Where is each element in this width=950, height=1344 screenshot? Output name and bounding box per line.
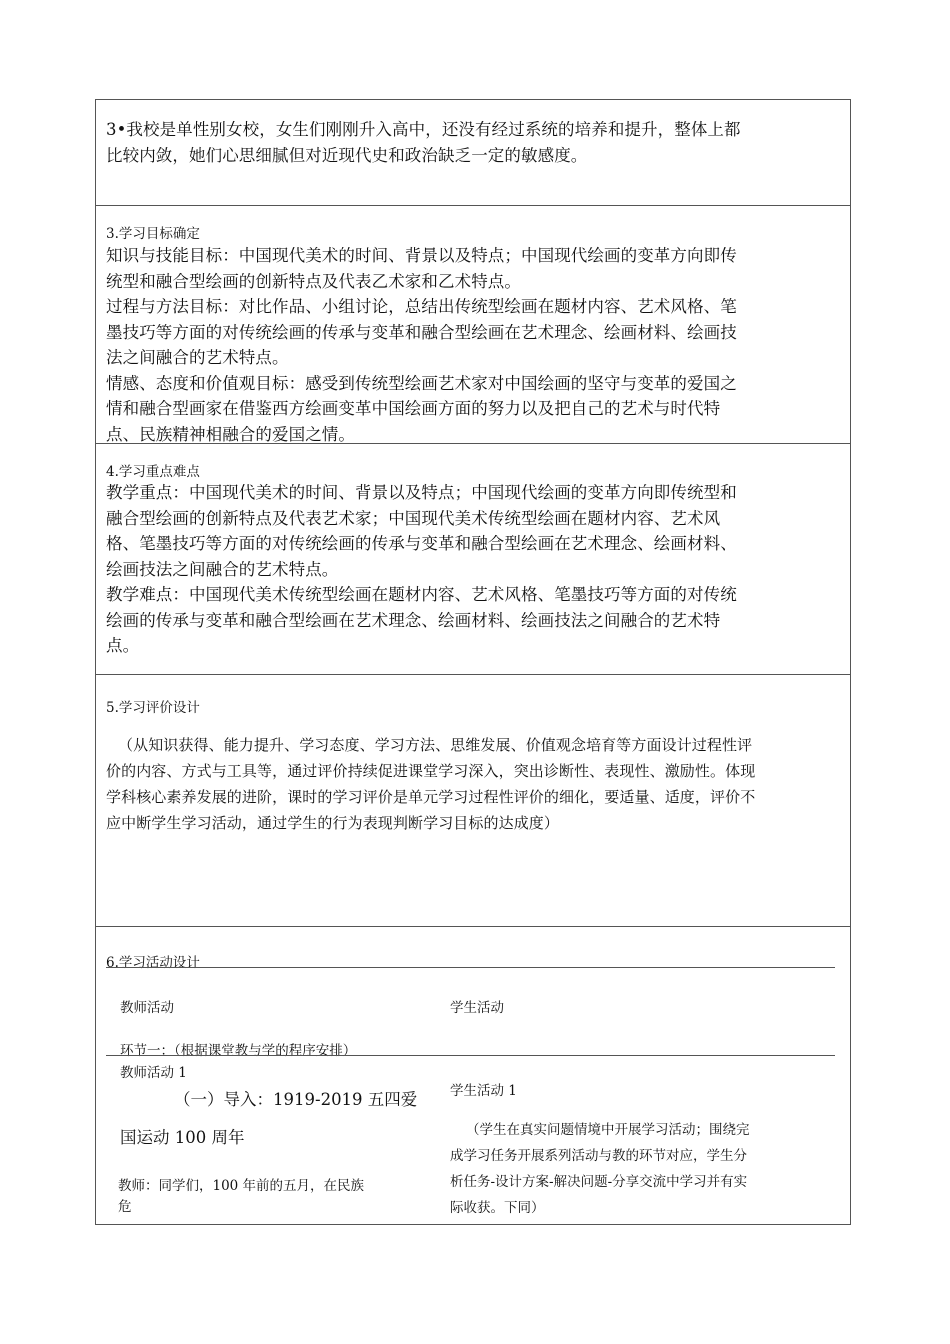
student-activity-line3: 析任务-设计方案-解决问题-分享交流中学习并有实 [450,1174,748,1190]
text-line: 比较内敛，她们心思细腻但对近现代史和政治缺乏一定的敏感度。 [106,145,588,165]
stage-label: 环节一：（根据课堂教与学的程序安排） [120,1043,357,1059]
student-activity-label: 学生活动 1 [450,1083,517,1099]
text-line: 应中断学生学习活动，通过学生的行为表现判断学习目标的达成度） [106,814,560,832]
activities-heading-underline [106,967,835,968]
text-line: 3•我校是单性别女校，女生们刚刚升入高中，还没有经过系统的培养和提升，整体上都 [106,120,741,139]
text-line: 过程与方法目标：对比作品、小组讨论，总结出传统型绘画在题材内容、艺术风格、笔 [106,297,737,316]
text-line: 法之间融合的艺术特点。 [106,348,289,367]
section-heading-activities: 6.学习活动设计 [106,955,200,971]
text-line: 情和融合型画家在借鉴西方绘画变革中国绘画方面的努力以及把自己的艺术与时代特 [106,399,721,418]
text-line: 点、民族精神相融合的爱国之情。 [106,424,355,444]
student-activity-line1: （学生在真实问题情境中开展学习活动；围绕完 [466,1122,750,1138]
stage-underline [106,1055,835,1056]
text-line: 教学重点：中国现代美术的时间、背景以及特点；中国现代绘画的变革方向即传统型和 [106,483,737,502]
learning-goals-paragraph [106,243,846,447]
text-line: 知识与技能目标：中国现代美术的时间、背景以及特点；中国现代绘画的变革方向即传 [106,246,737,265]
student-activity-line2: 成学习任务开展系列活动与教的环节对应，学生分 [450,1148,747,1164]
row-divider [96,674,850,675]
section-heading-key-points: 4.学习重点难点 [106,464,200,480]
evaluation-paragraph [106,732,846,836]
teacher-activity-body-line2: 危 [118,1199,132,1215]
text-line: 教学难点：中国现代美术传统型绘画在题材内容、艺术风格、笔墨技巧等方面的对传统 [106,585,737,604]
column-header-student: 学生活动 [450,1000,504,1016]
row-divider [96,205,850,206]
row-divider [96,443,850,444]
teacher-activity-title-line2: 国运动 100 周年 [120,1128,245,1147]
text-line: 学科核心素养发展的进阶，课时的学习评价是单元学习过程性评价的细化，要适量、适度，评价不 [106,788,756,806]
teacher-activity-body-line1: 教师：同学们，100 年前的五月，在民族 [118,1178,365,1194]
text-line: 价的内容、方式与工具等，通过评价持续促进课堂学习深入，突出诊断性、表现性、激励性。体现 [106,762,756,780]
teacher-activity-label: 教师活动 1 [120,1065,187,1081]
column-header-teacher: 教师活动 [120,1000,174,1016]
teacher-activity-title-line1: （一）导入：1919-2019 五四爱 [174,1090,418,1109]
text-line: 点。 [106,636,140,655]
section-heading-learning-goals: 3.学习目标确定 [106,226,200,242]
text-line: 统型和融合型绘画的创新特点及代表乙术家和乙术特点。 [106,271,521,291]
lesson-plan-table [95,99,851,1225]
text-line: （从知识获得、能力提升、学习态度、学习方法、思维发展、价值观念培育等方面设计过程性评 [118,736,753,754]
row-divider [96,926,850,927]
student-background-paragraph [106,117,846,168]
text-line: 绘画技法之间融合的艺术特点。 [106,559,339,579]
text-line: 格、笔墨技巧等方面的对传统绘画的传承与变革和融合型绘画在艺术理念、绘画材料、 [106,534,737,553]
text-line: 墨技巧等方面的对传统绘画的传承与变革和融合型绘画在艺术理念、绘画材料、绘画技 [106,322,737,342]
text-line: 绘画的传承与变革和融合型绘画在艺术理念、绘画材料、绘画技法之间融合的艺术特 [106,610,721,630]
section-heading-evaluation: 5.学习评价设计 [106,700,200,716]
text-line: 融合型绘画的创新特点及代表艺术家；中国现代美术传统型绘画在题材内容、艺术风 [106,508,721,528]
student-activity-line4: 际收获。下同） [450,1200,545,1216]
key-points-paragraph [106,480,846,659]
text-line: 情感、态度和价值观目标：感受到传统型绘画艺术家对中国绘画的坚守与变革的爱国之 [106,373,737,393]
